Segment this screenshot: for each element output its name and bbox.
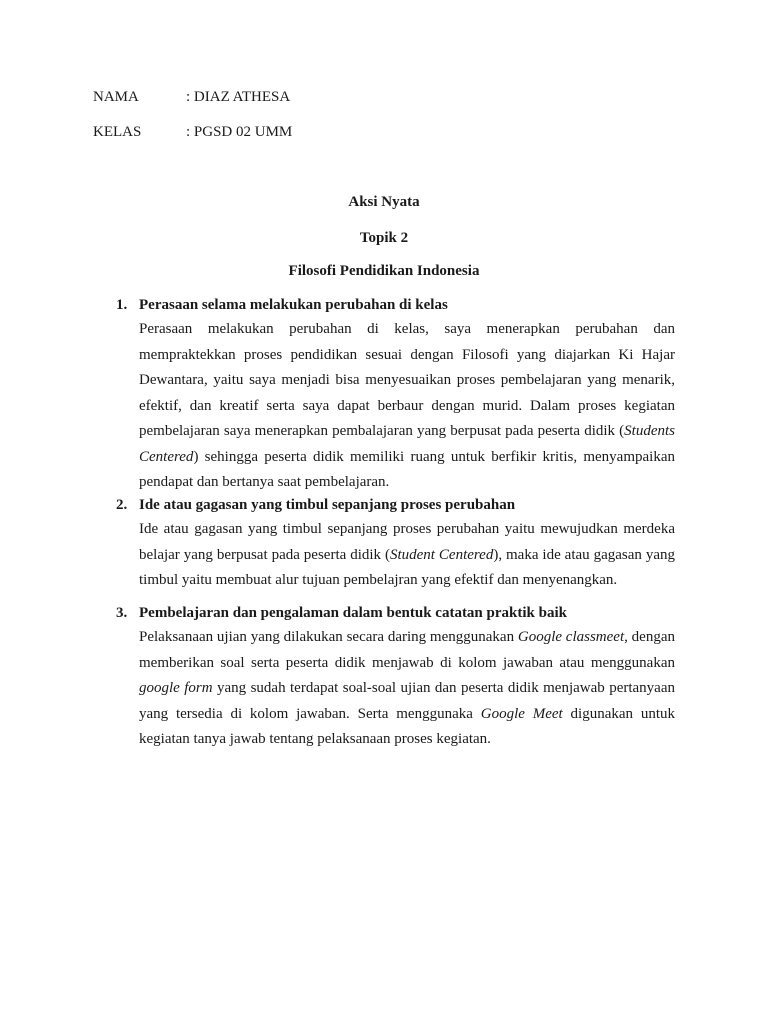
name-row	[93, 88, 290, 106]
title-filosofi: Filosofi Pendidikan Indonesia	[288, 263, 480, 279]
body-italic-text: Google classmeet	[517, 629, 625, 645]
body-text: yang sudah terdapat soal-soal ujian dan peserta didik menjawab pertanyaan yang tersedia di kolom jawaban. Serta menggunaka	[139, 680, 675, 722]
section-2-body	[139, 517, 675, 594]
section-3	[116, 604, 676, 753]
class-row	[93, 123, 292, 141]
body-text: ) sehingga peserta didik memiliki ruang untuk berfikir kritis, menyampaikan pendapat dan bertanya saat pembelajaran.	[139, 448, 675, 490]
title-aksi-nyata: Aksi Nyata	[348, 194, 420, 210]
title-topik: Topik 2	[359, 230, 409, 246]
section-1-heading	[116, 296, 676, 314]
section-2-title: Ide atau gagasan yang timbul sepanjang proses perubahan	[139, 497, 516, 513]
section-1-number: 1.	[116, 297, 128, 313]
section-3-heading	[116, 604, 676, 622]
body-italic-text: google form	[139, 680, 213, 696]
body-italic-text: Student Centered	[389, 546, 494, 563]
section-3-number: 3.	[116, 605, 128, 621]
body-text: Pelaksanaan ujian yang dilakukan secara daring menggunakan	[139, 629, 518, 645]
body-text: , dengan memberikan soal serta peserta didik menjawab di kolom jawaban atau menggunakan	[139, 629, 675, 671]
class-value: : PGSD 02 UMM	[186, 124, 293, 140]
section-2	[116, 496, 676, 594]
section-3-title: Pembelajaran dan pengalaman dalam bentuk catatan praktik baik	[139, 605, 567, 621]
body-italic-text: Students Centered	[139, 423, 675, 465]
section-1-title: Perasaan selama melakukan perubahan di kelas	[139, 297, 448, 313]
section-2-number: 2.	[116, 497, 128, 513]
name-label: NAMA	[93, 89, 139, 105]
body-text: Ide atau gagasan yang timbul sepanjang proses perubahan yaitu mewujudkan merdeka belajar yang berpusat pada peserta didik (	[139, 521, 675, 563]
body-text: ), maka ide atau gagasan yang timbul yaitu membuat alur tujuan pembelajran yang efektif dan menyenangkan.	[139, 546, 675, 588]
section-3-body	[139, 625, 675, 753]
body-italic-text: Google Meet	[480, 705, 563, 722]
name-value: : DIAZ ATHESA	[186, 89, 291, 105]
class-label: KELAS	[93, 124, 142, 140]
body-text: digunakan untuk kegiatan tanya jawab tentang pelaksanaan proses kegiatan.	[139, 705, 675, 747]
section-2-heading	[116, 496, 676, 514]
body-text: Perasaan melakukan perubahan di kelas, saya menerapkan perubahan dan mempraktekkan proses pendidikan sesuai dengan Filosofi yang diajarkan Ki Hajar Dewantara, yaitu saya menjadi bisa menyesuaikan proses pembelajaran yang menarik, efektif, dan kreatif serta saya dapat berbaur dengan murid. Dalam proses kegiatan pembelajaran saya menerapkan pembalajaran yang berpusat pada peserta didik (	[139, 321, 675, 439]
section-1-body	[139, 317, 675, 496]
section-1	[116, 296, 676, 496]
